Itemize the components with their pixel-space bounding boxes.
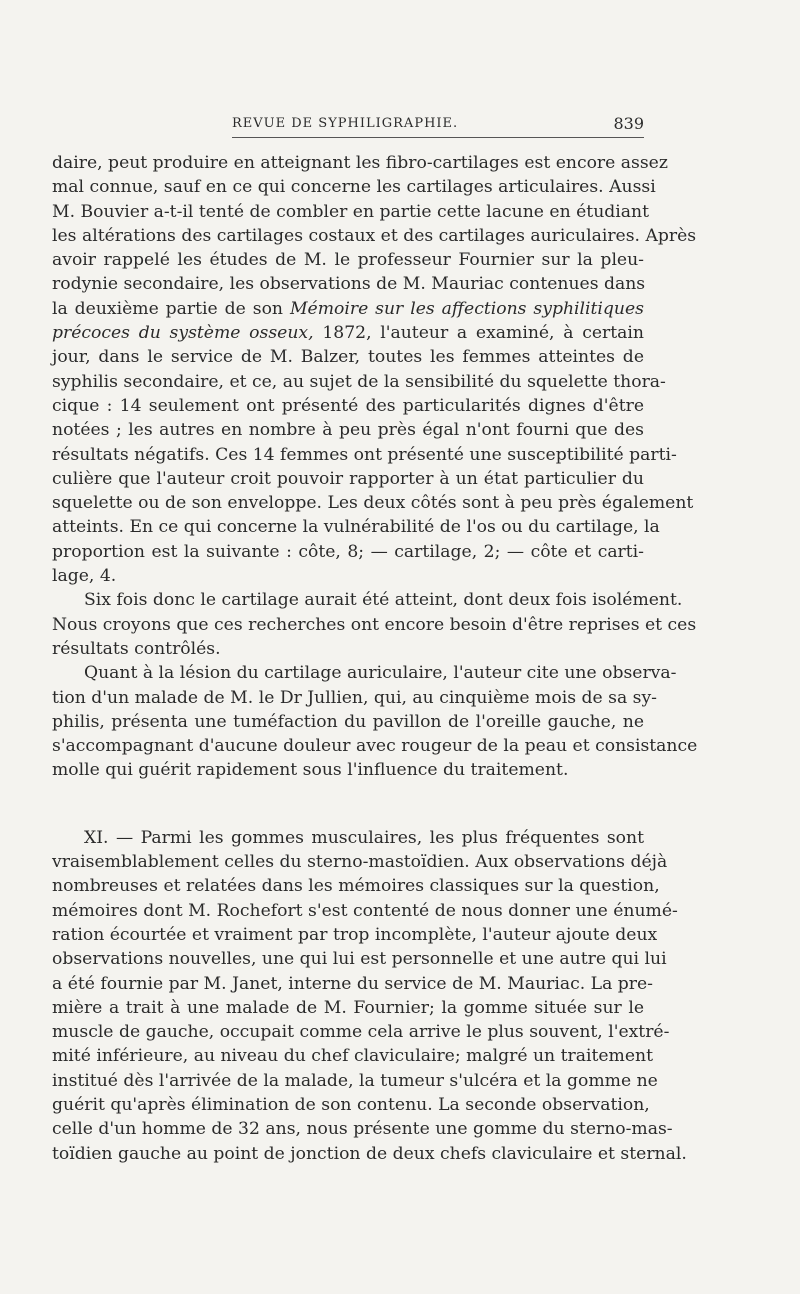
text-line: vraisemblablement celles du sterno-mastoïdien. Aux observations déjà	[52, 852, 668, 873]
paragraph-3	[52, 661, 698, 782]
paragraph-2	[52, 588, 697, 661]
text-line: Nous croyons que ces recherches ont encore besoin d'être reprises et ces	[52, 614, 697, 635]
book-title-italic: Mémoire sur les affections syphilitiques	[289, 298, 644, 319]
text-line: résultats contrôlés.	[52, 638, 221, 659]
paragraph-1	[52, 151, 697, 588]
text-line: daire, peut produire en atteignant les fibro-cartilages est encore assez	[52, 153, 668, 173]
text-run: la deuxième partie de son	[52, 298, 290, 319]
text-line: culière que l'auteur croit pouvoir rapporter à un état particulier du	[52, 468, 644, 489]
text-line: philis, présenta une tuméfaction du pavillon de l'oreille gauche, ne	[52, 711, 644, 732]
text-line: mité inférieure, au niveau du chef claviculaire; malgré un traitement	[52, 1046, 653, 1067]
text-line: s'accompagnant d'aucune douleur avec rougeur de la peau et consistance	[52, 736, 698, 757]
text-line: muscle de gauche, occupait comme cela arrive le plus souvent, l'extré-	[52, 1022, 670, 1043]
section-gap	[52, 783, 644, 826]
text-line: mière a trait à une malade de M. Fournier; la gomme située sur le	[52, 997, 644, 1018]
running-title: REVUE DE SYPHILIGRAPHIE.	[232, 116, 459, 131]
text-run: 1872, l'auteur a examiné, à certain	[313, 323, 644, 344]
text-line: lage, 4.	[52, 566, 117, 587]
text-line: toïdien gauche au point de jonction de deux chefs claviculaire et sternal.	[52, 1143, 687, 1164]
paragraph-4	[52, 826, 687, 1166]
text-line: cique : 14 seulement ont présenté des particularités dignes d'être	[52, 395, 644, 416]
text-line: notées ; les autres en nombre à peu près égal n'ont fourni que des	[52, 420, 644, 441]
text-line: mal connue, sauf en ce qui concerne les cartilages articulaires. Aussi	[52, 177, 656, 198]
text-line: tion d'un malade de M. le Dr Jullien, qui, au cinquième mois de sa sy-	[52, 687, 657, 708]
text-line: Six fois donc le cartilage aurait été atteint, dont deux fois isolément.	[84, 590, 683, 611]
text-line: rodynie secondaire, les observations de M. Mauriac contenues dans	[52, 274, 646, 295]
book-title-italic: précoces du système osseux,	[52, 323, 314, 344]
page-number: 839	[613, 114, 644, 133]
text-line: mémoires dont M. Rochefort s'est contenté de nous donner une énumé-	[52, 900, 678, 921]
text-line: ration écourtée et vraiment par trop incomplète, l'auteur ajoute deux	[52, 924, 658, 945]
text-line: nombreuses et relatées dans les mémoires classiques sur la question,	[52, 876, 660, 897]
text-line: jour, dans le service de M. Balzer, toutes les femmes atteintes de	[52, 347, 644, 368]
text-line: observations nouvelles, une qui lui est personnelle et une autre qui lui	[52, 949, 667, 970]
text-line: proportion est la suivante : côte, 8; — cartilage, 2; — côte et carti-	[52, 541, 644, 562]
text-line: a été fournie par M. Janet, interne du service de M. Mauriac. La pre-	[52, 973, 653, 994]
text-line: les altérations des cartilages costaux et des cartilages auriculaires. Après	[52, 225, 697, 246]
text-line: squelette ou de son enveloppe. Les deux côtés sont à peu près également	[52, 493, 694, 514]
text-line: molle qui guérit rapidement sous l'influence du traitement.	[52, 760, 569, 781]
text-line: atteints. En ce qui concerne la vulnérabilité de l'os ou du cartilage, la	[52, 517, 660, 538]
text-line	[52, 297, 644, 321]
text-line: guérit qu'après élimination de son contenu. La seconde observation,	[52, 1094, 650, 1115]
text-line: avoir rappelé les études de M. le professeur Fournier sur la pleu-	[52, 250, 644, 271]
text-line	[52, 321, 644, 345]
text-line: résultats négatifs. Ces 14 femmes ont présenté une susceptibilité parti-	[52, 444, 677, 465]
text-line: celle d'un homme de 32 ans, nous présente une gomme du sterno-mas-	[52, 1119, 673, 1140]
body-text	[52, 151, 698, 1166]
text-line: XI. — Parmi les gommes musculaires, les plus fréquentes sont	[84, 827, 644, 848]
text-line: M. Bouvier a-t-il tenté de combler en partie cette lacune en étudiant	[52, 201, 649, 222]
text-line: institué dès l'arrivée de la malade, la tumeur s'ulcéra et la gomme ne	[52, 1070, 658, 1091]
text-line: Quant à la lésion du cartilage auriculaire, l'auteur cite une observa-	[84, 663, 677, 684]
header-rule	[232, 137, 644, 138]
text-line: syphilis secondaire, et ce, au sujet de la sensibilité du squelette thora-	[52, 371, 666, 392]
